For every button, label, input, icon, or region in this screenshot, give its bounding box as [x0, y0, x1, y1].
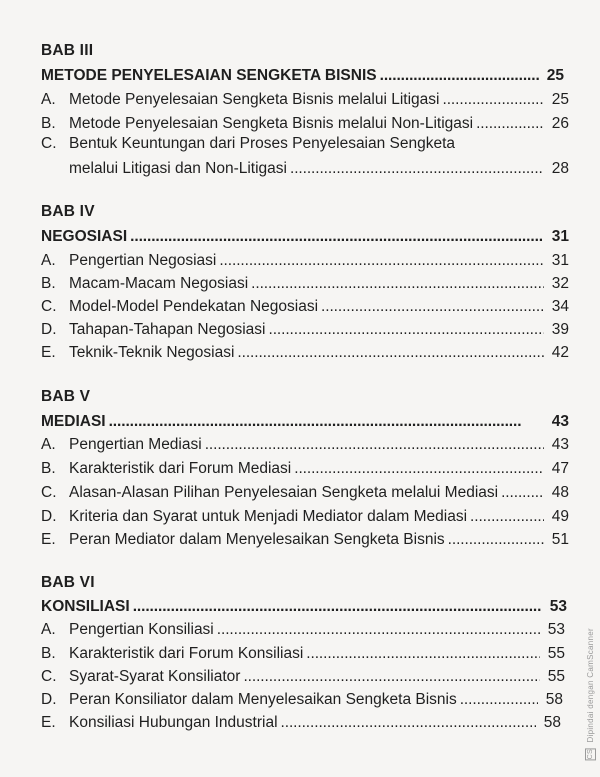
- dot-leader: [133, 598, 542, 616]
- chapter-title: KONSILIASI: [41, 598, 130, 615]
- page-number: 58: [545, 691, 563, 708]
- chapter-label: BAB V: [41, 388, 91, 405]
- dot-leader: [290, 160, 544, 178]
- page-number: 31: [551, 252, 569, 269]
- dot-leader: [251, 275, 544, 293]
- chapter-heading-row: [41, 413, 569, 435]
- page-number: 42: [551, 344, 569, 361]
- entry-text: Teknik-Teknik Negosiasi: [69, 344, 235, 361]
- entry-text: Karakteristik dari Forum Mediasi: [69, 460, 292, 477]
- entry-letter: D.: [41, 691, 57, 708]
- page-number: 53: [547, 621, 565, 638]
- entry-letter: D.: [41, 321, 57, 338]
- dot-leader: [217, 621, 540, 639]
- page-number: 47: [551, 460, 569, 477]
- dot-leader: [501, 484, 544, 502]
- scanner-watermark: [585, 628, 596, 760]
- page-number: 51: [551, 531, 569, 548]
- page-number: 58: [543, 714, 561, 731]
- watermark-text: Dipindai dengan CamScanner: [586, 628, 595, 743]
- page-number: 43: [551, 436, 569, 453]
- entry-text: Karakteristik dari Forum Konsiliasi: [69, 645, 304, 662]
- entry-letter: C.: [41, 484, 57, 501]
- dot-leader: [219, 252, 544, 270]
- page-number: 43: [551, 413, 569, 430]
- toc-entry: [41, 531, 569, 553]
- toc-entry: [41, 714, 561, 736]
- entry-text: Macam-Macam Negosiasi: [69, 275, 249, 292]
- entry-letter: C.: [41, 298, 57, 315]
- toc-entry: [41, 436, 569, 458]
- dot-leader: [321, 298, 544, 316]
- entry-text: Metode Penyelesaian Sengketa Bisnis melalui Litigasi: [69, 91, 440, 108]
- chapter-heading-row: [41, 67, 564, 89]
- toc-entry-continued: [69, 160, 569, 182]
- entry-text: Konsiliasi Hubungan Industrial: [69, 714, 278, 731]
- entry-text: melalui Litigasi dan Non-Litigasi: [69, 160, 287, 177]
- entry-letter: A.: [41, 621, 56, 638]
- entry-letter: A.: [41, 91, 56, 108]
- page-number: 39: [551, 321, 569, 338]
- dot-leader: [306, 645, 540, 663]
- toc-entry: [41, 91, 569, 113]
- dot-leader: [448, 531, 544, 549]
- page-number: 25: [551, 91, 569, 108]
- toc-entry: [41, 621, 565, 643]
- toc-entry: [41, 645, 565, 667]
- toc-entry: [41, 508, 569, 530]
- entry-text: Kriteria dan Syarat untuk Menjadi Mediator dalam Mediasi: [69, 508, 468, 525]
- entry-text: Syarat-Syarat Konsiliator: [69, 668, 241, 685]
- toc-entry: [41, 275, 569, 297]
- chapter-label: BAB VI: [41, 574, 95, 591]
- dot-leader: [460, 691, 538, 709]
- toc-entry: [41, 460, 569, 482]
- page-number: 31: [551, 228, 569, 245]
- page-number: 55: [547, 668, 565, 685]
- entry-letter: C.: [41, 135, 57, 152]
- entry-text: Alasan-Alasan Pilihan Penyelesaian Sengketa melalui Mediasi: [69, 484, 499, 501]
- toc-entry: [41, 298, 569, 320]
- dot-leader: [205, 436, 544, 454]
- toc-entry: [41, 668, 565, 690]
- dot-leader: [237, 344, 544, 362]
- dot-leader: [380, 67, 539, 85]
- page-number: 53: [549, 598, 567, 615]
- page-number: 48: [551, 484, 569, 501]
- dot-leader: [443, 91, 545, 109]
- entry-text: Pengertian Konsiliasi: [69, 621, 214, 638]
- entry-text: Tahapan-Tahapan Negosiasi: [69, 321, 266, 338]
- entry-text: Pengertian Negosiasi: [69, 252, 217, 269]
- dot-leader: [130, 228, 544, 246]
- dot-leader: [243, 668, 540, 686]
- chapter-heading-row: [41, 228, 569, 250]
- chapter-title: NEGOSIASI: [41, 228, 128, 245]
- entry-letter: C.: [41, 668, 57, 685]
- entry-letter: B.: [41, 275, 56, 292]
- toc-entry: [41, 691, 563, 713]
- dot-leader: [476, 115, 544, 133]
- page-number: 32: [551, 275, 569, 292]
- entry-letter: A.: [41, 252, 56, 269]
- page-number: 25: [546, 67, 564, 84]
- chapter-heading-row: [41, 598, 567, 620]
- toc-entry: [41, 115, 569, 137]
- chapter-label: BAB IV: [41, 203, 95, 220]
- dot-leader: [470, 508, 544, 526]
- entry-letter: E.: [41, 531, 56, 548]
- entry-text: Bentuk Keuntungan dari Proses Penyelesaian Sengketa: [69, 135, 456, 152]
- chapter-title: MEDIASI: [41, 413, 106, 430]
- dot-leader: [268, 321, 544, 339]
- dot-leader: [109, 413, 544, 431]
- dot-leader: [294, 460, 544, 478]
- entry-text: Metode Penyelesaian Sengketa Bisnis melalui Non-Litigasi: [69, 115, 474, 132]
- dot-leader: [281, 714, 536, 732]
- chapter-label: BAB III: [41, 42, 94, 59]
- page-number: 28: [551, 160, 569, 177]
- chapter-title: METODE PENYELESAIAN SENGKETA BISNIS: [41, 67, 377, 84]
- page-number: 26: [551, 115, 569, 132]
- entry-letter: B.: [41, 460, 56, 477]
- toc-entry: [41, 484, 569, 506]
- toc-entry: [41, 321, 569, 343]
- toc-entry: [41, 135, 569, 157]
- entry-letter: D.: [41, 508, 57, 525]
- page-number: 34: [551, 298, 569, 315]
- page-number: 55: [547, 645, 565, 662]
- toc-entry: [41, 344, 569, 366]
- entry-text: Model-Model Pendekatan Negosiasi: [69, 298, 319, 315]
- entry-letter: A.: [41, 436, 56, 453]
- entry-letter: E.: [41, 714, 56, 731]
- entry-text: Peran Mediator dalam Menyelesaikan Sengketa Bisnis: [69, 531, 445, 548]
- entry-letter: B.: [41, 115, 56, 132]
- page-number: 49: [551, 508, 569, 525]
- toc-entry: [41, 252, 569, 274]
- entry-letter: E.: [41, 344, 56, 361]
- entry-letter: B.: [41, 645, 56, 662]
- entry-text: Pengertian Mediasi: [69, 436, 202, 453]
- camscanner-logo-icon: CS: [587, 749, 594, 760]
- entry-text: Peran Konsiliator dalam Menyelesaikan Sengketa Bisnis: [69, 691, 457, 708]
